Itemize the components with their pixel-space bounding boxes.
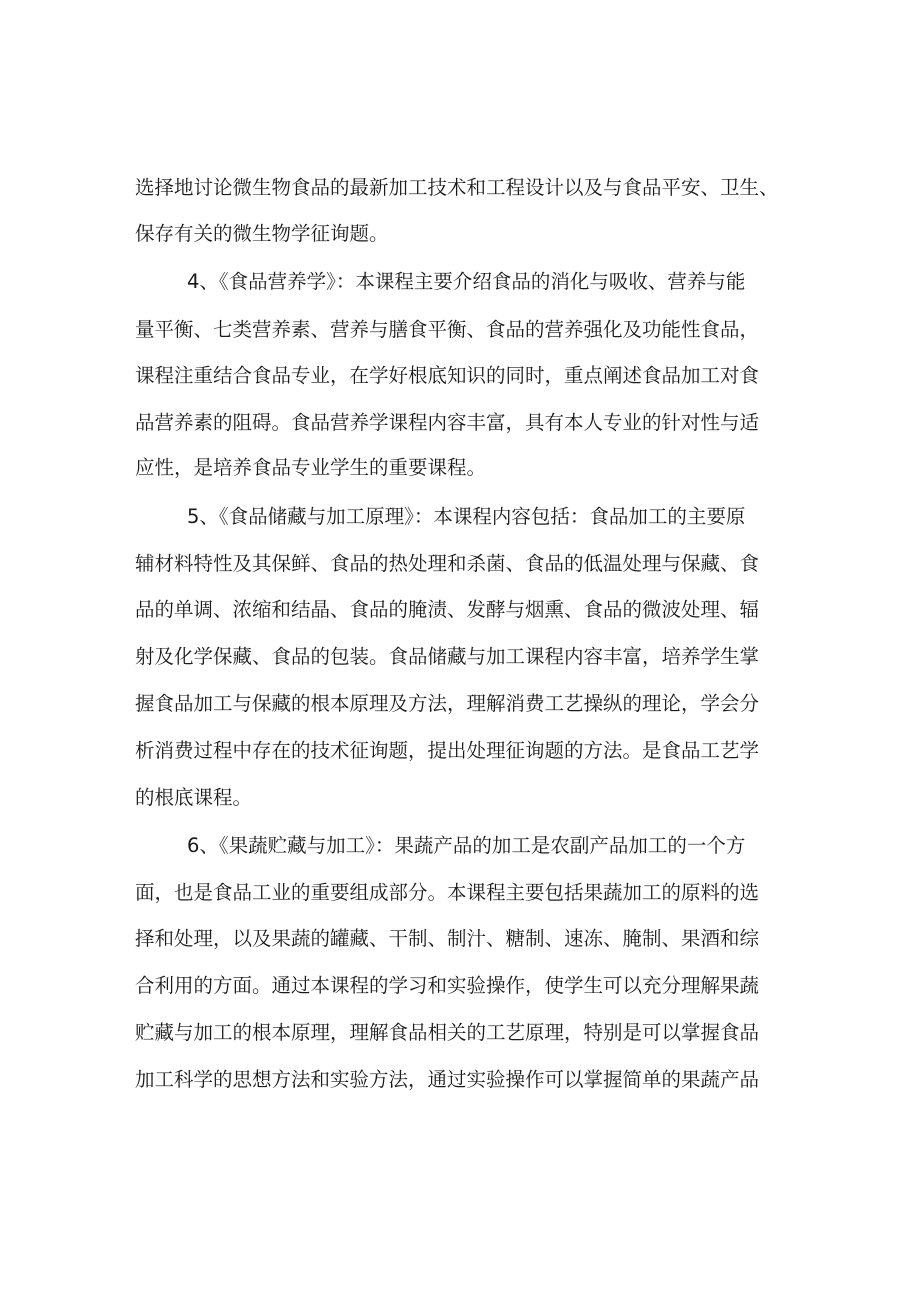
paragraph-5-first-line: 5、《食品储藏与加工原理》：本课程内容包括：食品加工的主要原: [187, 505, 746, 528]
text-line: 面，也是食品工业的重要组成部分。本课程主要包括果蔬加工的原料的选: [135, 881, 760, 904]
text-line: 贮藏与加工的根本原理，理解食品相关的工艺原理，特别是可以掌握食品: [135, 1021, 760, 1044]
text-line: 择和处理，以及果蔬的罐藏、干制、制汁、糖制、速冻、腌制、果酒和综: [135, 927, 760, 950]
text-line: 加工科学的思想方法和实验方法，通过实验操作可以掌握简单的果蔬产品: [135, 1068, 760, 1091]
text-line: 应性，是培养食品专业学生的重要课程。: [135, 456, 487, 479]
text-line: 选择地讨论微生物食品的最新加工技术和工程设计以及与食品平安、卫生、: [135, 176, 779, 199]
text-line: 的根底课程。: [135, 786, 253, 809]
paragraph-6-first-line: 6、《果蔬贮藏与加工》：果蔬产品的加工是农副产品加工的一个方: [187, 834, 746, 857]
text-line: 握食品加工与保藏的根本原理及方法，理解消费工艺操纵的理论，学会分: [135, 692, 760, 715]
text-line: 辅材料特性及其保鲜、食品的热处理和杀菌、食品的低温处理与保藏、食: [135, 552, 760, 575]
paragraph-4-first-line: 4、《食品营养学》：本课程主要介绍食品的消化与吸收、营养与能: [187, 270, 746, 293]
text-line: 析消费过程中存在的技术征询题，提出处理征询题的方法。是食品工艺学: [135, 739, 760, 762]
text-line: 品的单调、浓缩和结晶、食品的腌渍、发酵与烟熏、食品的微波处理、辐: [135, 598, 760, 621]
text-line: 保存有关的微生物学征询题。: [135, 222, 389, 245]
text-line: 量平衡、七类营养素、营养与膳食平衡、食品的营养强化及功能性食品，: [135, 318, 760, 341]
text-line: 射及化学保藏、食品的包装。食品储藏与加工课程内容丰富，培养学生掌: [135, 645, 760, 668]
text-line: 课程注重结合食品专业，在学好根底知识的同时，重点阐述食品加工对食: [135, 364, 760, 387]
text-line: 合利用的方面。通过本课程的学习和实验操作，使学生可以充分理解果蔬: [135, 974, 760, 997]
text-line: 品营养素的阻碍。食品营养学课程内容丰富，具有本人专业的针对性与适: [135, 411, 760, 434]
